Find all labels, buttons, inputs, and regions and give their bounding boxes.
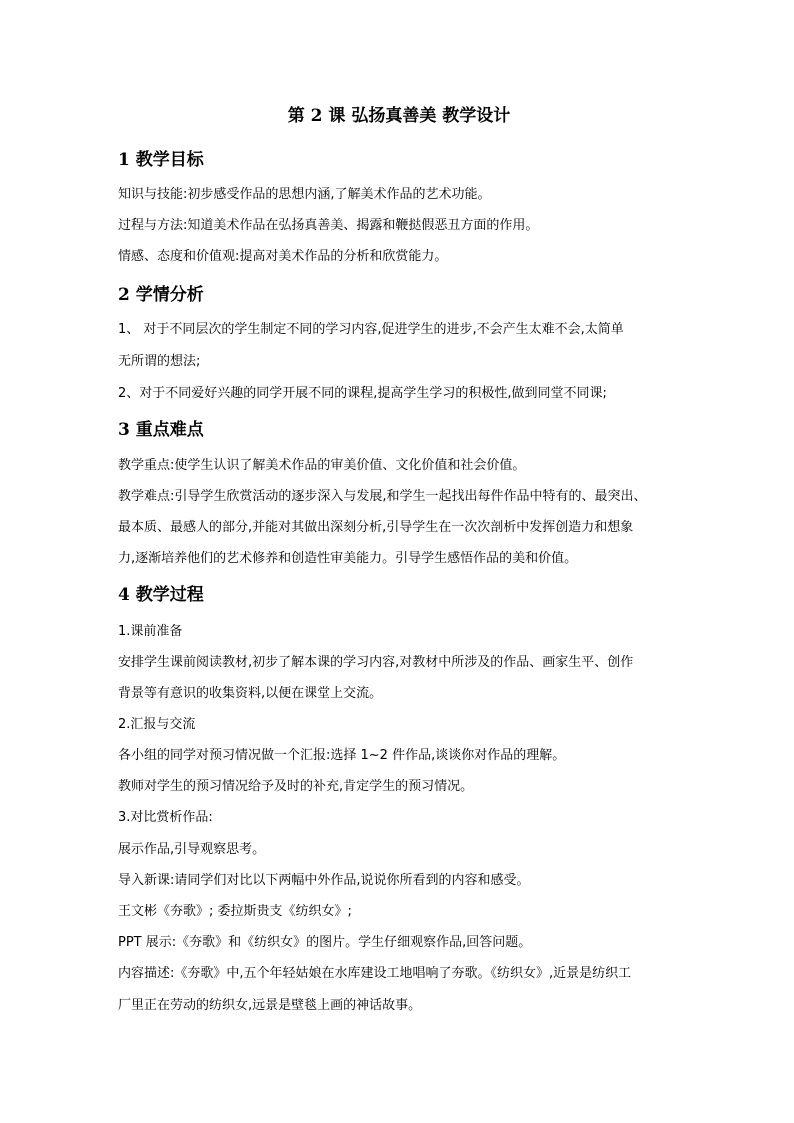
paragraph-line: 厂里正在劳动的纺织女,远景是壁毯上画的神话故事。 bbox=[118, 998, 422, 1013]
paragraph-line: 过程与方法:知道美术作品在弘扬真善美、揭露和鞭挞假恶丑方面的作用。 bbox=[118, 218, 539, 233]
paragraph-line: 安排学生课前阅读教材,初步了解本课的学习内容,对教材中所涉及的作品、画家生平、创作 bbox=[118, 655, 634, 670]
section-heading-key-points: 3 重点难点 bbox=[118, 420, 204, 440]
subsection-label: 2.汇报与交流 bbox=[118, 717, 196, 732]
paragraph-line: 各小组的同学对预习情况做一个汇报:选择 1~2 件作品,谈谈你对作品的理解。 bbox=[118, 748, 566, 763]
paragraph-line: PPT 展示:《夯歌》和《纺织女》的图片。学生仔细观察作品,回答问题。 bbox=[118, 935, 532, 950]
subsection-label: 1.课前准备 bbox=[118, 624, 183, 639]
paragraph-line: 无所谓的想法; bbox=[118, 354, 201, 369]
section-heading-student-analysis: 2 学情分析 bbox=[118, 285, 204, 305]
paragraph-line: 教师对学生的预习情况给予及时的补充,肯定学生的预习情况。 bbox=[118, 779, 474, 794]
paragraph-line: 背景等有意识的收集资料,以便在课堂上交流。 bbox=[118, 686, 383, 701]
paragraph-line: 展示作品,引导观察思考。 bbox=[118, 842, 266, 857]
paragraph-line: 知识与技能:初步感受作品的思想内涵,了解美术作品的艺术功能。 bbox=[118, 187, 491, 202]
section-heading-objectives: 1 教学目标 bbox=[118, 150, 204, 170]
paragraph-line: 力,逐渐培养他们的艺术修养和创造性审美能力。引导学生感悟作品的美和价值。 bbox=[118, 551, 578, 566]
paragraph-line: 内容描述:《夯歌》中,五个年轻姑娘在水库建设工地唱响了夯歌。《纺织女》,近景是纺织工 bbox=[118, 966, 632, 981]
paragraph-line: 导入新课:请同学们对比以下两幅中外作品,说说你所看到的内容和感受。 bbox=[118, 873, 530, 888]
paragraph-line: 王文彬《夯歌》; 委拉斯贵支《纺织女》; bbox=[118, 904, 352, 919]
paragraph-line: 最本质、最感人的部分,并能对其做出深刻分析,引导学生在一次次剖析中发挥创造力和想象 bbox=[118, 520, 634, 535]
paragraph-line: 情感、态度和价值观:提高对美术作品的分析和欣赏能力。 bbox=[118, 249, 448, 264]
paragraph-line: 教学重点:使学生认识了解美术作品的审美价值、文化价值和社会价值。 bbox=[118, 458, 526, 473]
subsection-label: 3.对比赏析作品: bbox=[118, 810, 213, 825]
paragraph-line: 2、对于不同爱好兴趣的同学开展不同的课程,提高学生学习的积极性,做到同堂不同课; bbox=[118, 386, 607, 401]
section-heading-teaching-process: 4 教学过程 bbox=[118, 585, 204, 605]
paragraph-line: 1、 对于不同层次的学生制定不同的学习内容,促进学生的进步,不会产生太难不会,太简单 bbox=[118, 322, 624, 337]
document-title: 第 2 课 弘扬真善美 教学设计 bbox=[287, 106, 511, 126]
paragraph-line: 教学难点:引导学生欣赏活动的逐步深入与发展,和学生一起找出每件作品中特有的、最突出、 bbox=[118, 489, 647, 504]
